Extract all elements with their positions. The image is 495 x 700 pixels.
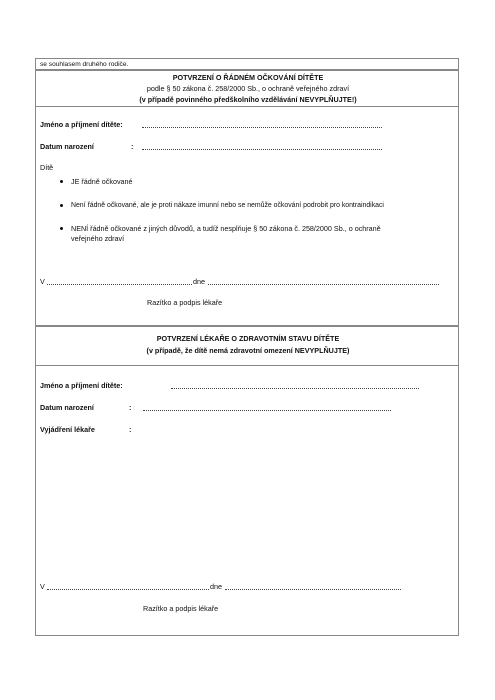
bullet-icon: [60, 204, 63, 207]
bullet-icon: [60, 180, 63, 183]
vaccination-title: POTVRZENÍ O ŘÁDNÉM OČKOVÁNÍ DÍTĚTE: [172, 73, 324, 82]
vaccination-date-label: dne: [193, 277, 205, 286]
health-place-field[interactable]: [47, 583, 209, 590]
health-date-field[interactable]: [225, 583, 401, 590]
health-statement-field[interactable]: [140, 425, 440, 565]
vaccination-section: [35, 70, 459, 326]
top-note-box: [35, 58, 459, 70]
health-statement-label: Vyjádření lékaře: [40, 425, 95, 434]
health-statement-colon: :: [129, 425, 132, 434]
vaccination-place-field[interactable]: [47, 278, 192, 285]
health-name-field[interactable]: [171, 382, 419, 389]
health-place-prefix: V: [40, 582, 45, 591]
health-stamp-label: Razítko a podpis lékaře: [143, 604, 219, 613]
vaccination-subtitle: podle § 50 zákona č. 258/2000 Sb., o ochraně veřejného zdraví: [146, 84, 350, 93]
health-title: POTVRZENÍ LÉKAŘE O ZDRAVOTNÍM STAVU DÍTĚTE: [156, 334, 340, 343]
option-vaccinated: JE řádně očkované: [71, 177, 133, 186]
health-date-label: dne: [210, 582, 222, 591]
vaccination-place-prefix: V: [40, 277, 45, 286]
health-birth-field[interactable]: [143, 404, 391, 411]
vaccination-birth-field[interactable]: [142, 143, 382, 150]
health-note: (v případě, že dítě nemá zdravotní omezení NEVYPLŇUJTE): [146, 346, 350, 355]
bullet-icon: [60, 227, 63, 230]
health-birth-colon: :: [129, 403, 132, 412]
vaccination-name-label: Jméno a příjmení dítěte:: [40, 120, 123, 129]
vaccination-stamp-label: Razítko a podpis lékaře: [147, 298, 223, 307]
vaccination-birth-label: Datum narození: [40, 142, 94, 151]
option-not-vaccinated: NENÍ řádně očkované z jiných důvodů, a tudíž nesplňuje § 50 zákona č. 258/2000 Sb., o ochraně: [71, 224, 381, 233]
health-birth-label: Datum narození: [40, 403, 94, 412]
option-not-vaccinated-cont: veřejného zdraví: [71, 234, 125, 243]
option-immune: Není řádně očkované, ale je proti nákaze imunní nebo se nemůže očkování podrobit pro kontraindikaci: [71, 202, 384, 209]
vaccination-note: (v případě povinného předškolního vzdělávání NEVYPLŇUJTE!): [139, 95, 357, 104]
vaccination-name-field[interactable]: [142, 121, 382, 128]
divider: [35, 365, 459, 366]
vaccination-birth-colon: :: [131, 142, 134, 151]
child-label: Dítě: [40, 163, 54, 172]
divider: [35, 106, 459, 107]
health-name-label: Jméno a příjmení dítěte:: [40, 381, 123, 390]
top-note: se souhlasem druhého rodiče.: [40, 61, 129, 68]
vaccination-date-field[interactable]: [208, 278, 439, 285]
